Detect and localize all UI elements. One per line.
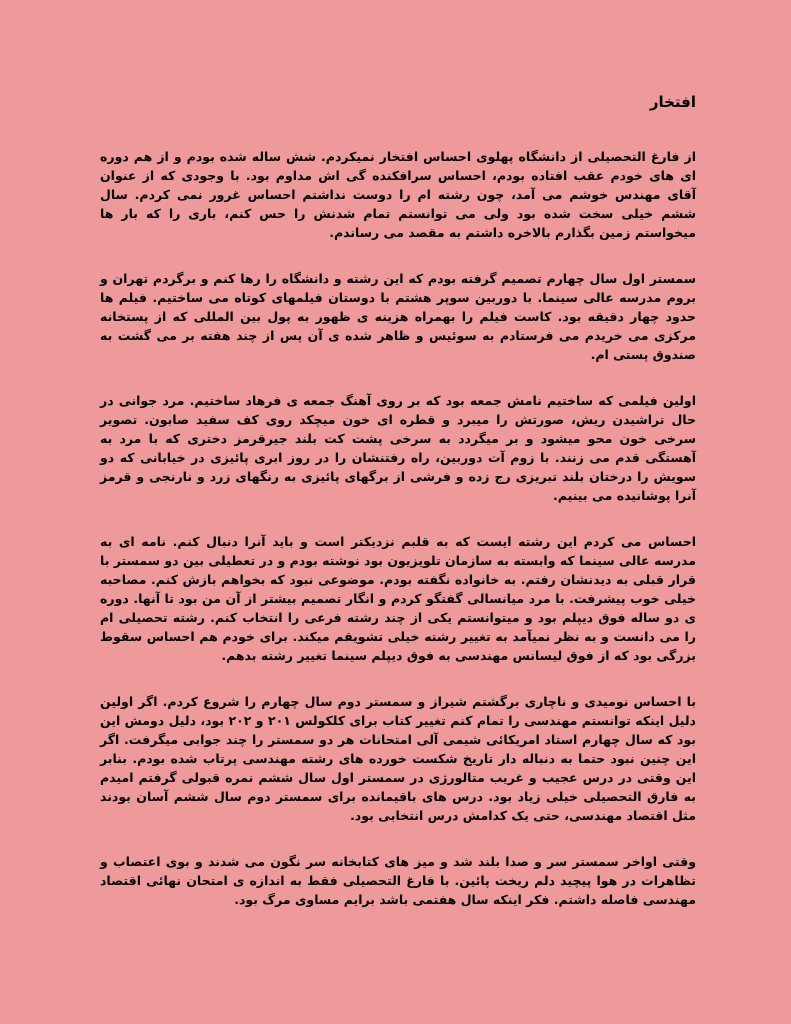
paragraph-4: احساس می کردم این رشته ایست که به قلبم نزدیکتر است و باید آنرا دنبال کنم. نامه ای به مدرسه عالی سینما که وابسته به سازمان تلویزیون بود نوشته بودم و در تعطیلی بین دو سمستر با قرار قبلی به دیدنشان رفتم. به خانواده نگفته بودم. موضوعی نبود که بخواهم بازش کنم. مصاحبه خیلی خوب پیشرفت. با مرد میانسالی گفتگو کردم و انگار تصمیم بیشتر از آن من بود تا آنها. دوره ی دو ساله فوق دیپلم بود و میتوانستم یکی از چند رشته فرعی را انتخاب کنم. رشته تحصیلی ام را می دانست و به نظر نمیآمد به تغییر رشته خیلی تشویقم میکند. برای خودم هم احساس سقوط بزرگی بود که از فوق لیسانس مهندسی به فوق دیپلم سینما تغییر رشته بدهم. bbox=[100, 534, 696, 663]
paragraph-1: از فارغ التحصیلی از دانشگاه پهلوی احساس افتخار نمیکردم. شش ساله شده بودم و از هم دوره ای های خودم عقب افتاده بودم، احساس سرافکنده گی اش مداوم بود. با وجودی که از عنوان آقای مهندس خوشم می آمد، چون رشته ام را دوست نداشتم احساس غرور نمی کردم. سال ششم خیلی سخت شده بود ولی می توانستم تمام شدنش را حس کنم، باری را که بار ها میخواستم زمین بگذارم بالاخره داشتم به مقصد می رساندم. bbox=[100, 149, 696, 240]
paragraph-6: وقتی اواخر سمستر سر و صدا بلند شد و میز های کتابخانه سر نگون می شدند و بوی اعتصاب و تظاهرات در هوا پیچید دلم ریخت پائین. با فارغ التحصیلی فقط به اندازه ی امتحان نهائی اقتصاد مهندسی فاصله داشتم. فکر اینکه سال هفتمی باشد برایم مساوی مرگ بود. bbox=[100, 854, 696, 907]
paragraph-2: سمستر اول سال چهارم تصمیم گرفته بودم که این رشته و دانشگاه را رها کنم و برگردم تهران و بروم مدرسه عالی سینما. با دوربین سوپر هشتم با دوستان فیلمهای کوتاه می ساختیم. فیلم ها حدود چهار دقیقه بود. کاست فیلم را بهمراه هزینه ی ظهور به پول بین المللی که از پستخانه مرکزی می خریدم می فرستادم به سوئیس و ظاهر شده ی آن پس از چند هفته بر می گشت به صندوق پستی ام. bbox=[100, 271, 696, 362]
paragraph-5: با احساس نومیدی و ناچاری برگشتم شیراز و سمستر دوم سال چهارم را شروع کردم. اگر اولین دلیل اینکه توانستم مهندسی را تمام کنم تغییر کتاب برای کلکولس ۲۰۱ و ۲۰۲ بود، دلیل دومش این بود که سال چهارم استاد امریکائی شیمی آلی امتحانات هر دو سمستر را چند جوابی میگرفت. اگر این چنین نبود حتما به دنباله دار تاریخ شکست خورده های رشته مهندسی پرتاب شده بودم. بنابر این وقتی در درس عجیب و غریب متالورژی در سمستر اول سال ششم نمره قبولی گرفتم امیدم به فارق التحصیلی خیلی زیاد بود. درس های باقیمانده برای سمستر دوم سال ششم آسان بودند مثل اقتصاد مهندسی، حتی یک کدامش درس انتخابی بود. bbox=[100, 694, 696, 823]
document-title: افتخار bbox=[649, 93, 696, 111]
paragraph-3: اولین فیلمی که ساختیم نامش جمعه بود که بر روی آهنگ جمعه ی فرهاد ساختیم. مرد جوانی در حال تراشیدن ریش، صورتش را میبرد و قطره ای خون میچکد روی کف سفید صابون. تصویر سرخی خون محو میشود و بر میگردد به سرخی پشت کت بلند جیرقرمز دختری که با مرد به آهستگی قدم می زنند. با زوم آت دوربین، راه رفتنشان را در روز ابری پائیزی در خیابانی که دو سویش را درختان بلند تبریزی رج زده و فرشی از برگهای پائیزی به رنگهای زرد و نارنجی و قرمز آنرا پوشانیده می بینیم. bbox=[100, 393, 696, 503]
